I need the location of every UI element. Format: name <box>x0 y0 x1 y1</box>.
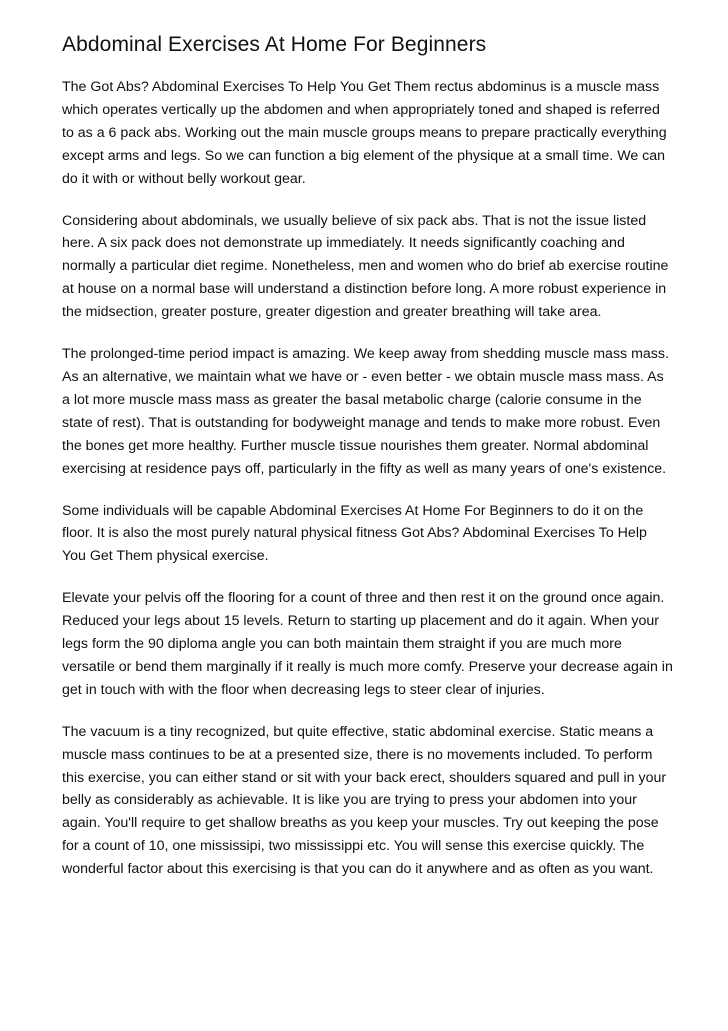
page-title: Abdominal Exercises At Home For Beginners <box>62 33 487 56</box>
document-page <box>62 30 674 900</box>
paragraph-1: The Got Abs? Abdominal Exercises To Help You Get Them rectus abdominus is a muscle mass which operates vertically up the abdomen and when appropriately toned and shaped is referred to as a 6 pack abs. Working out the main muscle groups means to prepare practically everything except arms and legs. So we can function a big element of the physique at a small time. We can do it with or without belly workout gear. <box>62 79 667 187</box>
paragraph-4: Some individuals will be capable Abdominal Exercises At Home For Beginners to do it on the floor. It is also the most purely natural physical fitness Got Abs? Abdominal Exercises To Help You Get Them physical exercise. <box>62 502 647 565</box>
paragraph-3: The prolonged-time period impact is amazing. We keep away from shedding muscle mass mass. As an alternative, we maintain what we have or - even better - we obtain muscle mass mass. As a lot more muscle mass mass as greater the basal metabolic charge (calorie consume in the state of rest). That is outstanding for bodyweight manage and tends to make more robust. Even the bones get more healthy. Further muscle tissue nourishes them greater. Normal abdominal exercising at residence pays off, particularly in the fifty as well as many years of one's existence. <box>62 346 669 477</box>
paragraph-6: The vacuum is a tiny recognized, but quite effective, static abdominal exercise. Static means a muscle mass continues to be at a presented size, there is no movements included. To perform this exercise, you can either stand or sit with your back erect, shoulders squared and pull in your belly as considerably as achievable. It is like you are trying to press your abdomen into your again. You'll require to get shallow breaths as you keep your muscles. Try out keeping the pose for a count of 10, one mississipi, two mississippi etc. You will sense this exercise quickly. The wonderful factor about this exercising is that you can do it anywhere and as often as you want. <box>62 723 667 878</box>
paragraph-5: Elevate your pelvis off the flooring for a count of three and then rest it on the ground once again. Reduced your legs about 15 levels. Return to starting up placement and do it again. When your legs form the 90 diploma angle you can both maintain them straight if you are much more versatile or bend them marginally if it really is much more comfy. Preserve your decrease again in get in touch with with the floor when decreasing legs to steer clear of injuries. <box>62 590 673 698</box>
paragraph-2: Considering about abdominals, we usually believe of six pack abs. That is not the issue listed here. A six pack does not demonstrate up immediately. It needs significantly coaching and normally a particular diet regime. Nonetheless, men and women who do brief ab exercise routine at house on a normal base will understand a distinction before long. A more robust experience in the midsection, greater posture, greater digestion and greater breathing will take area. <box>62 212 669 321</box>
